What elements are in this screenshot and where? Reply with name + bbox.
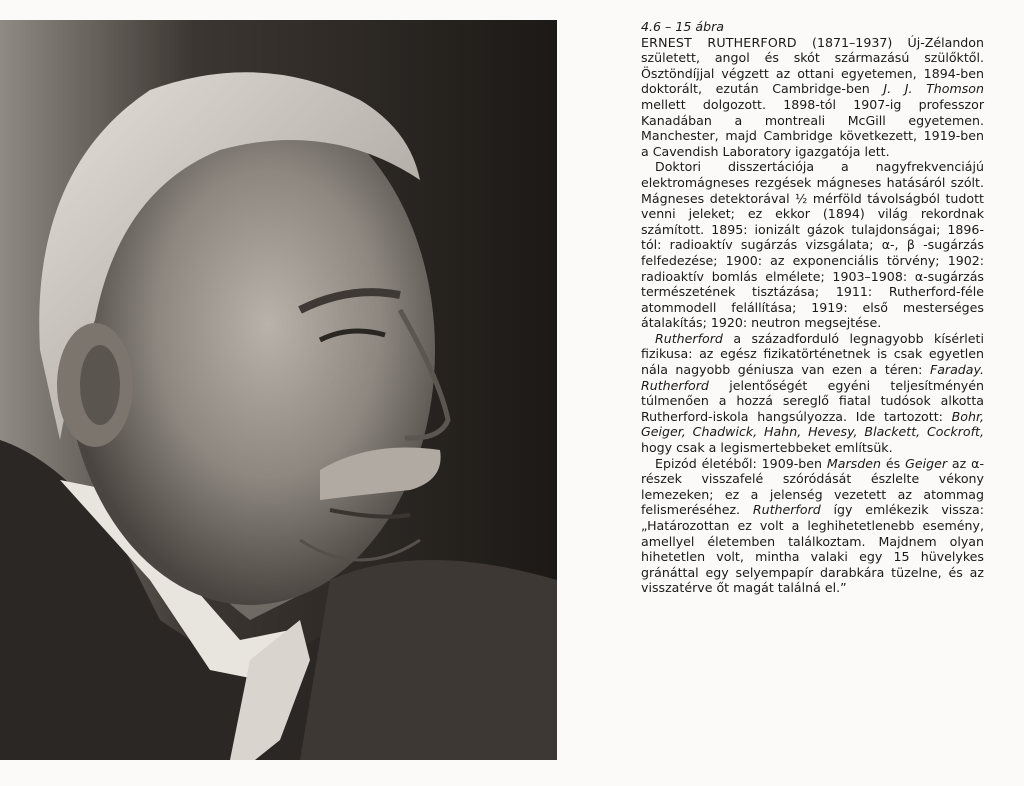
- significance-name: Rutherford: [655, 330, 723, 346]
- paragraph-episode: [641, 456, 984, 596]
- episode-geiger: Geiger: [905, 455, 948, 471]
- bio-text-end: mellett dolgozott. 1898-tól 1907-ig professzor Kanadában a montreali McGill egyetemen. Manchester, majd Cambridge következett, 1919-ben a Cavendish Laboratory igazgatója lett.: [641, 96, 984, 159]
- article-text: [641, 19, 984, 596]
- figure-caption: 4.6 – 15 ábra: [641, 19, 724, 34]
- significance-text-a: a századforduló legnagyobb kísérleti fizikusa: az egész fizikatörténetnek is csak egyetlen nála nagyobb géniusza van ezen a téren:: [641, 330, 984, 378]
- episode-quote: így emlékezik vissza: „Határozottan ez volt a leghihetetlenebb esemény, amellyel életemben találkoztam. Majdnem olyan hihetetlen volt, mintha valaki egy 15 hüvelykes gránáttal egy selyempapír darabkára tüzelne, és az visszatérve őt magát találná el.”: [641, 502, 984, 596]
- bio-text: (1871–1937) Új-Zélandon született, angol és skót származású szülőktől. Ösztöndíjjal végzett az ottani egyetemen, 1894-ben doktorált, ezután Cambridge-ben: [641, 34, 984, 97]
- episode-marsden: Marsden: [826, 455, 881, 471]
- significance-text-c: hogy csak a legismertebbeket említsük.: [641, 440, 893, 456]
- episode-text-a: Epizód életéből: 1909-ben: [655, 455, 822, 471]
- significance-names: Faraday. Rutherford: [641, 362, 984, 393]
- portrait-photo: [0, 20, 557, 760]
- significance-text-b: jelentőségét egyéni teljesítményén túlmenően a hozzá sereglő fiatal tudósok alkotta Rutherford-iskola hangsúlyozza. Ide tartozott:: [641, 377, 984, 424]
- bio-thomson: J. J. Thomson: [883, 81, 984, 97]
- paragraph-bio: [641, 35, 984, 160]
- school-members: Bohr, Geiger, Chadwick, Hahn, Hevesy, Blackett, Cockroft,: [641, 408, 984, 440]
- person-name: ERNEST RUTHERFORD: [641, 34, 797, 50]
- paragraph-significance: [641, 331, 984, 456]
- episode-and: és: [885, 455, 901, 471]
- portrait-photo-icon: [0, 20, 557, 760]
- episode-text-b: az α-részek visszafelé szóródását észlelte vékony lemezeken; ez a jelenség vezetett az atommag felismeréséhez.: [641, 455, 984, 518]
- episode-rutherford: Rutherford: [752, 502, 821, 518]
- paragraph-research: Doktori disszertációja a nagyfrekvenciájú elektromágneses rezgések mágneses hatásáról szólt. Mágneses detektorával ½ mérföld távolságból tudott venni jeleket; ez ekkor (1894) világ rekordnak számított. 1895: ionizált gázok tulajdonságai; 1896-tól: radioaktív sugárzás vizsgálata; α-, β -sugárzás felfedezése; 1900: az exponenciális törvény; 1902: radioaktív bomlás elmélete; 1903–1908: α-sugárzás természetének tisztázása; 1911: Rutherford-féle atommodell felállítása; 1919: első mesterséges átalakítás; 1920: neutron megsejtése.: [641, 159, 984, 331]
